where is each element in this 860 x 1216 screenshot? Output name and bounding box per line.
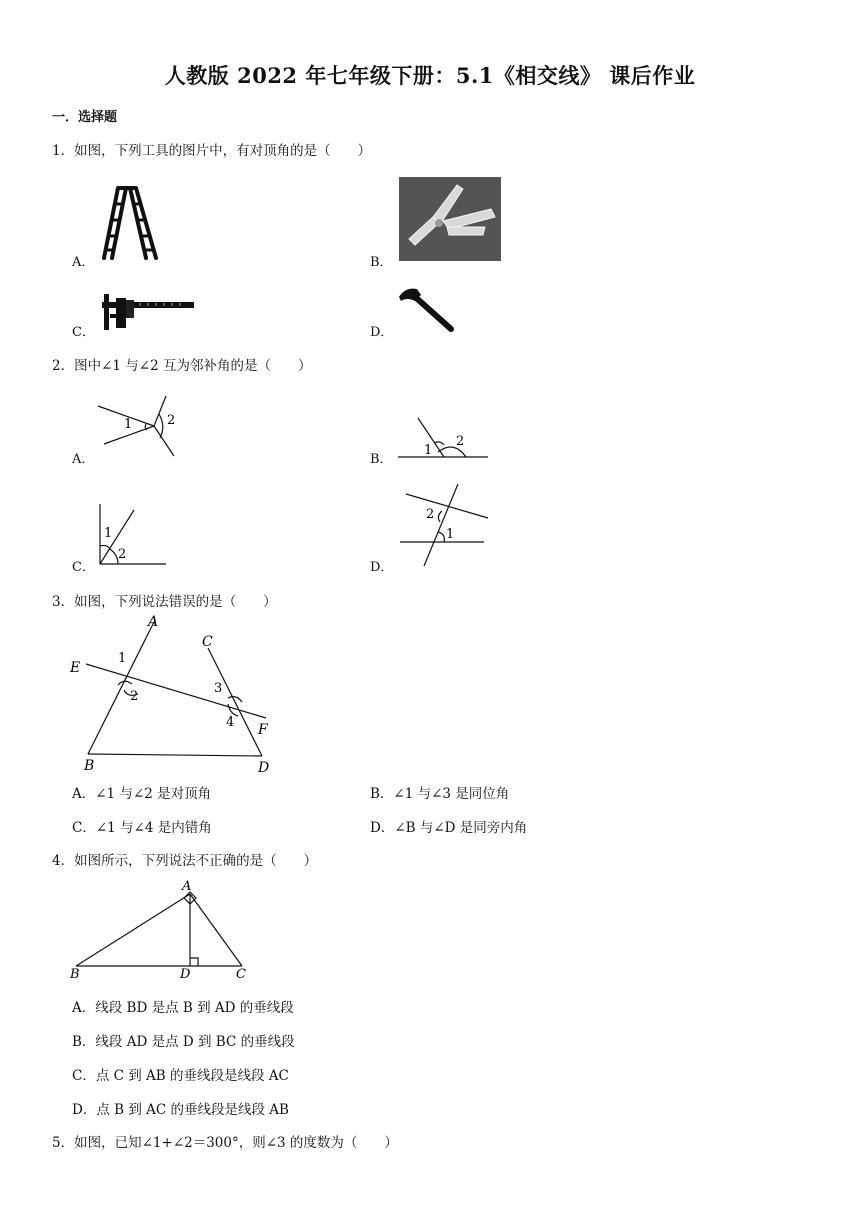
q3-choice-d: D．∠B 与∠D 是同旁内角 <box>370 820 528 836</box>
q2-option-a-label: A． <box>72 452 95 467</box>
point-f: F <box>258 722 268 738</box>
q2-option-b-label: B． <box>370 452 393 467</box>
question-2-stem: 2．图中∠1 与∠2 互为邻补角的是（ ） <box>52 358 312 374</box>
ladder-icon <box>100 184 162 262</box>
q1-option-a-label: A． <box>72 255 95 270</box>
hammer-icon <box>397 285 457 333</box>
section-heading: 一．选择题 <box>52 110 118 125</box>
question-3-stem: 3．如图，下列说法错误的是（ ） <box>52 594 277 610</box>
angle-label-1: 1 <box>424 443 433 458</box>
angle-label-2: 2 <box>118 547 127 562</box>
angle-label-4: 4 <box>226 715 235 730</box>
q1-option-c-label: C． <box>72 325 95 340</box>
q2-option-c-label: C． <box>72 560 95 575</box>
point-a: A <box>148 614 159 630</box>
q4-figure <box>66 876 256 982</box>
angle-label-3: 3 <box>214 681 223 696</box>
point-d: D <box>180 967 191 982</box>
q2-figure-b <box>398 416 490 462</box>
point-a: A <box>182 879 192 894</box>
angle-label-1: 1 <box>124 417 133 432</box>
angle-label-2: 2 <box>130 689 139 704</box>
q1-option-d-label: D． <box>370 325 394 340</box>
page-title: 人教版 2022 年七年级下册：5.1《相交线》 课后作业 <box>164 63 696 88</box>
point-e: E <box>70 660 81 676</box>
caliper-icon <box>100 292 196 332</box>
question-1-stem: 1．如图，下列工具的图片中，有对顶角的是（ ） <box>52 143 372 159</box>
angle-label-1: 1 <box>118 651 127 666</box>
q1-option-b-label: B． <box>370 255 393 270</box>
angle-label-2: 2 <box>167 413 176 428</box>
point-b: B <box>70 967 80 982</box>
point-c: C <box>236 967 246 982</box>
q3-figure <box>66 614 286 776</box>
q4-choice-a: A．线段 BD 是点 B 到 AD 的垂线段 <box>72 1000 294 1016</box>
q4-choice-d: D．点 B 到 AC 的垂线段是线段 AB <box>72 1102 289 1118</box>
q4-choice-c: C．点 C 到 AB 的垂线段是线段 AC <box>72 1068 289 1084</box>
point-b: B <box>84 758 95 774</box>
angle-label-2: 2 <box>426 507 435 522</box>
angle-label-1: 1 <box>104 526 113 541</box>
pliers-icon <box>399 177 501 261</box>
point-c: C <box>202 634 213 650</box>
point-d: D <box>258 760 270 776</box>
q4-choice-b: B．线段 AD 是点 D 到 BC 的垂线段 <box>72 1034 295 1050</box>
q2-figure-c <box>96 502 168 568</box>
q3-choice-c: C．∠1 与∠4 是内错角 <box>72 820 212 836</box>
angle-label-1: 1 <box>446 527 455 542</box>
q2-figure-a <box>96 392 192 464</box>
angle-label-2: 2 <box>456 434 465 449</box>
q2-figure-d <box>398 482 490 568</box>
question-4-stem: 4．如图所示，下列说法不正确的是（ ） <box>52 853 318 869</box>
q3-choice-b: B．∠1 与∠3 是同位角 <box>370 786 510 802</box>
q2-option-d-label: D． <box>370 560 394 575</box>
question-5-stem: 5．如图，已知∠1+∠2＝300°，则∠3 的度数为（ ） <box>52 1135 398 1151</box>
q3-choice-a: A．∠1 与∠2 是对顶角 <box>72 786 212 802</box>
